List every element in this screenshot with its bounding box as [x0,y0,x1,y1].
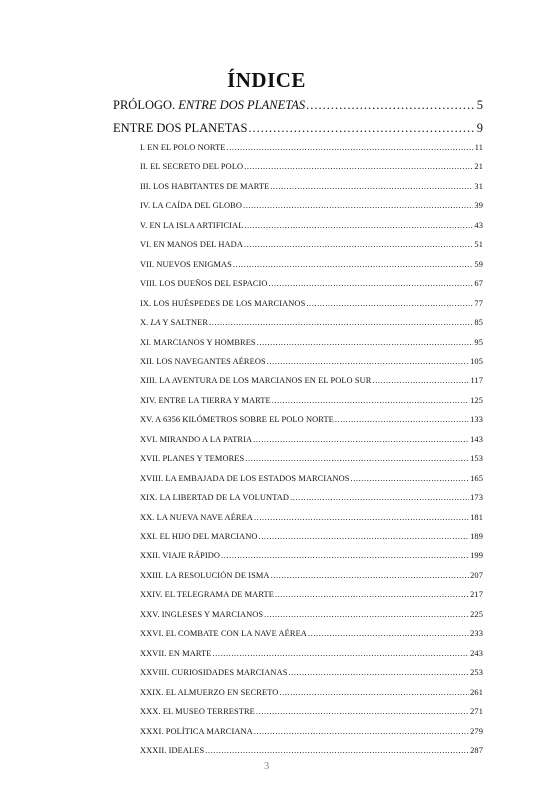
toc-chapter-entry[interactable] [140,707,483,716]
dot-leader [288,668,469,677]
toc-entry-label: XIII. LA AVENTURA DE LOS MARCIANOS EN EL POLO SUR [140,376,372,386]
toc-entry-page: 271 [470,707,483,717]
toc-entry-page: 133 [470,415,483,425]
toc-entry-label: XX. LA NUEVA NAVE AÉREA [140,512,253,522]
toc-chapter-entry[interactable] [140,727,483,736]
dot-leader [243,201,473,210]
toc-entry-label: XXV. INGLESES Y MARCIANOS [140,609,264,619]
dot-leader [209,318,473,327]
toc-chapter-entry[interactable] [140,571,483,580]
toc-chapter-entry[interactable] [140,201,483,210]
toc-entry-label: XXXI. POLÍTICA MARCIANA [140,726,253,736]
dot-leader [227,143,474,152]
toc-entry-page: 95 [474,337,483,347]
toc-chapter-entry[interactable] [140,513,483,522]
dot-leader [351,474,470,483]
dot-leader [308,629,469,638]
toc-entry-page: 21 [474,162,483,172]
toc-chapter-entry[interactable] [140,376,483,385]
dot-leader [253,435,469,444]
dot-leader [306,299,473,308]
toc-chapter-entry[interactable] [140,551,483,560]
toc-entry-page: 51 [474,240,483,250]
toc-entry-label: II. EL SECRETO DEL POLO [140,162,244,172]
dot-leader [259,532,470,541]
toc-entry-label: XXVIII. CURIOSIDADES MARCIANAS [140,668,288,678]
toc-entry-page: 207 [470,570,483,580]
toc-chapter-entry[interactable] [140,746,483,755]
toc-chapter-entry[interactable] [140,688,483,697]
dot-leader [221,551,469,560]
toc-entry-page: 105 [470,356,483,366]
toc-entry-label: VII. NUEVOS ENIGMAS [140,259,232,269]
toc-entry-label: V. EN LA ISLA ARTIFICIAL [140,220,244,230]
toc-entry-page: 153 [470,454,483,464]
toc-chapter-entry[interactable] [140,357,483,366]
toc-entry-label: XVII. PLANES Y TEMORES [140,454,245,464]
toc-entry-page: 217 [470,590,483,600]
toc-entry-label: XXXII. IDEALES [140,745,205,755]
dot-leader [256,707,469,716]
toc-entry-label: I. EN EL POLO NORTE [140,143,226,152]
toc-entry-page: 143 [470,434,483,444]
dot-leader [335,415,469,424]
toc-chapter-entry[interactable] [140,474,483,483]
toc-entry-label: VI. EN MANOS DEL HADA [140,240,243,250]
toc-entry-label: XII. LOS NAVEGANTES AÉREOS [140,356,266,366]
toc-chapter-entry[interactable] [140,338,483,347]
dot-leader [267,357,469,366]
toc-entry-label: XXII. VIAJE RÁPIDO [140,551,221,561]
toc-entry-page: 279 [470,726,483,736]
toc-entry-label: XXIV. EL TELEGRAMA DE MARTE [140,590,274,600]
toc-entry-label: XXX. EL MUSEO TERRESTRE [140,707,255,717]
toc-entry-label: XIV. ENTRE LA TIERRA Y MARTE [140,395,271,405]
dot-leader [290,493,469,502]
toc-entry-page: 173 [470,493,483,503]
toc-entry-label: XVIII. LA EMBAJADA DE LOS ESTADOS MARCIANOS [140,473,350,483]
toc-entry-label: XIX. LA LIBERTAD DE LA VOLUNTAD [140,493,290,503]
toc-entry-page: 261 [470,687,483,697]
toc-chapter-entry[interactable] [140,221,483,230]
dot-leader [233,260,473,269]
toc-chapter-entry[interactable] [140,649,483,658]
toc-entry-page: 77 [474,298,483,308]
toc-chapter-entry[interactable] [140,610,483,619]
page-number: 3 [263,760,270,772]
toc-chapter-entry[interactable] [140,182,483,191]
toc-entry-page: 59 [474,259,483,269]
toc-chapter-entry[interactable] [140,493,483,502]
toc-chapter-entry[interactable] [140,435,483,444]
toc-entry-page: 85 [474,318,483,328]
toc-entry-prologue[interactable] [113,98,483,113]
toc-chapter-entry[interactable] [140,668,483,677]
dot-leader [244,162,473,171]
toc-entry-page: 199 [470,551,483,561]
toc-chapter-entry[interactable] [140,590,483,599]
toc-chapter-entry[interactable] [140,318,483,327]
dot-leader [212,649,469,658]
dot-leader [254,727,469,736]
dot-leader [306,98,476,113]
toc-entry-page: 43 [474,220,483,230]
toc-entry-page: 233 [470,629,483,639]
toc-entry-page: 5 [476,98,483,112]
toc-entry-label: XXVII. EN MARTE [140,648,212,658]
dot-leader [244,240,473,249]
dot-leader [205,746,469,755]
toc-entry-page: 9 [476,121,483,135]
dot-leader [275,590,469,599]
dot-leader [245,454,469,463]
toc-chapter-entry[interactable] [140,629,483,638]
toc-entry-label: XXIII. LA RESOLUCIÓN DE ISMA [140,570,270,580]
toc-entry-label: XXIX. EL ALMUERZO EN SECRETO [140,687,279,697]
dot-leader [244,221,473,230]
toc-entry-page: 31 [474,181,483,191]
toc-entry-label: XV. A 6356 KILÓMETROS SOBRE EL POLO NORTE [140,415,334,425]
dot-leader [271,571,470,580]
toc-chapter-entry[interactable] [140,279,483,288]
dot-leader [254,513,469,522]
toc-chapter-entry[interactable] [140,143,483,152]
toc-entry-page: 253 [470,668,483,678]
dot-leader [264,610,469,619]
dot-leader [272,396,469,405]
toc-entry-page: 165 [470,473,483,483]
dot-leader [257,338,474,347]
toc-entry-page: 287 [470,745,483,755]
toc-entry-page: 67 [474,279,483,289]
dot-leader [270,182,473,191]
toc-entry-page: 39 [474,201,483,211]
toc-entry-part[interactable] [113,121,483,136]
toc-entry-label: VIII. LOS DUEÑOS DEL ESPACIO [140,279,268,289]
dot-leader [373,376,470,385]
toc-entry-label: III. LOS HABITANTES DE MARTE [140,181,270,191]
toc-entry-label: XXVI. EL COMBATE CON LA NAVE AÉREA [140,629,307,639]
toc-entry-page: 243 [470,648,483,658]
toc-entry-label: XI. MARCIANOS Y HOMBRES [140,337,256,347]
toc-entry-label: ENTRE DOS PLANETAS [113,121,248,135]
toc-chapter-entry[interactable] [140,396,483,405]
toc-chapter-entry[interactable] [140,415,483,424]
toc-entry-page: 11 [474,143,483,152]
index-title: ÍNDICE [227,68,306,92]
toc-entry-page: 225 [470,609,483,619]
toc-chapter-entry[interactable] [140,454,483,463]
toc-chapter-entry[interactable] [140,162,483,171]
dot-leader [279,688,469,697]
toc-entry-label: IV. LA CAÍDA DEL GLOBO [140,201,242,211]
dot-leader [248,121,475,136]
toc-entry-label: XXI. EL HIJO DEL MARCIANO [140,532,258,541]
toc-chapter-entry[interactable] [140,299,483,308]
toc-chapter-entry[interactable] [140,240,483,249]
dot-leader [269,279,474,288]
toc-entry-page: 125 [470,395,483,405]
toc-entry-label: X. LA Y SALTNER [140,318,209,328]
toc-entry-label: IX. LOS HUÉSPEDES DE LOS MARCIANOS [140,298,306,308]
toc-chapter-entry[interactable] [140,260,483,269]
toc-entry-page: 181 [470,512,483,522]
toc-entry-label: PRÓLOGO. ENTRE DOS PLANETAS [113,98,306,112]
toc-entry-label: XVI. MIRANDO A LA PATRIA [140,434,253,444]
toc-entry-page: 189 [470,532,483,541]
toc-entry-page: 117 [470,376,483,386]
toc-chapter-entry[interactable] [140,532,483,541]
